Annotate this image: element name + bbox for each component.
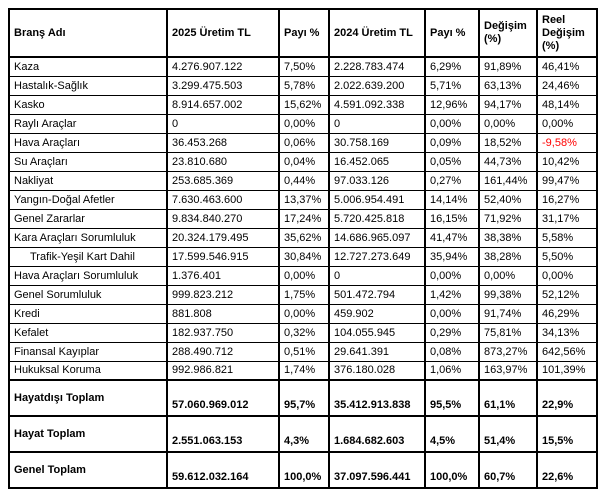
share-2025-cell: 15,62% xyxy=(279,95,329,114)
value-2025-cell: 2.551.063.153 xyxy=(167,416,279,452)
total-row xyxy=(9,416,597,452)
table-row xyxy=(9,342,597,361)
share-2024-cell: 0,00% xyxy=(425,304,479,323)
value-2025-cell: 9.834.840.270 xyxy=(167,209,279,228)
change-cell: 163,97% xyxy=(479,361,537,380)
value-2025-cell: 999.823.212 xyxy=(167,285,279,304)
value-2025-cell: 17.599.546.915 xyxy=(167,247,279,266)
change-cell: 873,27% xyxy=(479,342,537,361)
share-2025-cell: 7,50% xyxy=(279,57,329,76)
share-2024-cell: 95,5% xyxy=(425,380,479,416)
value-2024-cell: 37.097.596.441 xyxy=(329,452,425,488)
table-row xyxy=(9,152,597,171)
header-row xyxy=(9,9,597,57)
branch-name-cell: Su Araçları xyxy=(9,152,167,171)
value-2025-cell: 36.453.268 xyxy=(167,133,279,152)
share-2025-cell: 4,3% xyxy=(279,416,329,452)
real-change-cell: 642,56% xyxy=(537,342,597,361)
table-row xyxy=(9,361,597,380)
share-2025-cell: 30,84% xyxy=(279,247,329,266)
branch-name-cell: Hava Araçları xyxy=(9,133,167,152)
value-2024-cell: 104.055.945 xyxy=(329,323,425,342)
real-change-cell: 48,14% xyxy=(537,95,597,114)
share-2024-cell: 16,15% xyxy=(425,209,479,228)
value-2025-cell: 3.299.475.503 xyxy=(167,76,279,95)
share-2025-cell: 0,32% xyxy=(279,323,329,342)
share-2025-cell: 0,04% xyxy=(279,152,329,171)
real-change-cell: -9,58% xyxy=(537,133,597,152)
value-2024-cell: 2.228.783.474 xyxy=(329,57,425,76)
real-change-cell: 34,13% xyxy=(537,323,597,342)
change-cell: 18,52% xyxy=(479,133,537,152)
share-2025-cell: 100,0% xyxy=(279,452,329,488)
change-cell: 0,00% xyxy=(479,266,537,285)
real-change-cell: 24,46% xyxy=(537,76,597,95)
branch-name-cell: Finansal Kayıplar xyxy=(9,342,167,361)
share-2024-cell: 4,5% xyxy=(425,416,479,452)
branch-name-cell: Kredi xyxy=(9,304,167,323)
share-2024-cell: 14,14% xyxy=(425,190,479,209)
share-2025-cell: 0,51% xyxy=(279,342,329,361)
share-2025-cell: 0,06% xyxy=(279,133,329,152)
header-change: Değişim (%) xyxy=(479,9,537,57)
share-2025-cell: 0,44% xyxy=(279,171,329,190)
share-2024-cell: 0,05% xyxy=(425,152,479,171)
real-change-cell: 52,12% xyxy=(537,285,597,304)
value-2024-cell: 35.412.913.838 xyxy=(329,380,425,416)
production-table-container xyxy=(8,8,598,489)
table-body xyxy=(9,57,597,488)
table-row xyxy=(9,266,597,285)
real-change-cell: 16,27% xyxy=(537,190,597,209)
share-2024-cell: 0,29% xyxy=(425,323,479,342)
value-2024-cell: 1.684.682.603 xyxy=(329,416,425,452)
change-cell: 91,89% xyxy=(479,57,537,76)
real-change-cell: 101,39% xyxy=(537,361,597,380)
share-2025-cell: 0,00% xyxy=(279,114,329,133)
share-2024-cell: 6,29% xyxy=(425,57,479,76)
share-2025-cell: 1,75% xyxy=(279,285,329,304)
branch-name-cell: Kaza xyxy=(9,57,167,76)
value-2025-cell: 182.937.750 xyxy=(167,323,279,342)
header-branch-name: Branş Adı xyxy=(9,9,167,57)
table-row xyxy=(9,247,597,266)
change-cell: 161,44% xyxy=(479,171,537,190)
share-2024-cell: 0,09% xyxy=(425,133,479,152)
total-row xyxy=(9,380,597,416)
table-header xyxy=(9,9,597,57)
value-2024-cell: 12.727.273.649 xyxy=(329,247,425,266)
real-change-cell: 31,17% xyxy=(537,209,597,228)
real-change-cell: 46,41% xyxy=(537,57,597,76)
value-2025-cell: 8.914.657.002 xyxy=(167,95,279,114)
share-2025-cell: 13,37% xyxy=(279,190,329,209)
table-row xyxy=(9,133,597,152)
value-2024-cell: 30.758.169 xyxy=(329,133,425,152)
table-row xyxy=(9,171,597,190)
share-2025-cell: 1,74% xyxy=(279,361,329,380)
value-2024-cell: 29.641.391 xyxy=(329,342,425,361)
total-row xyxy=(9,452,597,488)
value-2024-cell: 14.686.965.097 xyxy=(329,228,425,247)
insurance-production-table xyxy=(8,8,598,489)
share-2024-cell: 12,96% xyxy=(425,95,479,114)
real-change-cell: 46,29% xyxy=(537,304,597,323)
share-2025-cell: 17,24% xyxy=(279,209,329,228)
change-cell: 61,1% xyxy=(479,380,537,416)
branch-name-cell: Hava Araçları Sorumluluk xyxy=(9,266,167,285)
change-cell: 44,73% xyxy=(479,152,537,171)
real-change-cell: 10,42% xyxy=(537,152,597,171)
branch-name-cell: Hastalık-Sağlık xyxy=(9,76,167,95)
share-2024-cell: 35,94% xyxy=(425,247,479,266)
change-cell: 99,38% xyxy=(479,285,537,304)
share-2024-cell: 0,00% xyxy=(425,114,479,133)
table-row xyxy=(9,323,597,342)
value-2024-cell: 97.033.126 xyxy=(329,171,425,190)
branch-name-cell: Raylı Araçlar xyxy=(9,114,167,133)
header-2025-production: 2025 Üretim TL xyxy=(167,9,279,57)
table-row xyxy=(9,76,597,95)
value-2025-cell: 20.324.179.495 xyxy=(167,228,279,247)
branch-name-cell: Genel Sorumluluk xyxy=(9,285,167,304)
share-2025-cell: 0,00% xyxy=(279,304,329,323)
change-cell: 60,7% xyxy=(479,452,537,488)
value-2025-cell: 881.808 xyxy=(167,304,279,323)
value-2024-cell: 16.452.065 xyxy=(329,152,425,171)
real-change-cell: 15,5% xyxy=(537,416,597,452)
header-2024-production: 2024 Üretim TL xyxy=(329,9,425,57)
value-2024-cell: 2.022.639.200 xyxy=(329,76,425,95)
branch-name-cell: Genel Toplam xyxy=(9,452,167,488)
share-2025-cell: 5,78% xyxy=(279,76,329,95)
real-change-cell: 22,9% xyxy=(537,380,597,416)
real-change-cell: 0,00% xyxy=(537,114,597,133)
real-change-cell: 0,00% xyxy=(537,266,597,285)
value-2025-cell: 59.612.032.164 xyxy=(167,452,279,488)
table-row xyxy=(9,190,597,209)
change-cell: 63,13% xyxy=(479,76,537,95)
value-2025-cell: 253.685.369 xyxy=(167,171,279,190)
branch-name-cell: Yangın-Doğal Afetler xyxy=(9,190,167,209)
share-2024-cell: 0,00% xyxy=(425,266,479,285)
value-2025-cell: 57.060.969.012 xyxy=(167,380,279,416)
share-2024-cell: 0,27% xyxy=(425,171,479,190)
share-2024-cell: 1,42% xyxy=(425,285,479,304)
branch-name-cell: Trafik-Yeşil Kart Dahil xyxy=(9,247,167,266)
share-2024-cell: 1,06% xyxy=(425,361,479,380)
change-cell: 0,00% xyxy=(479,114,537,133)
value-2025-cell: 23.810.680 xyxy=(167,152,279,171)
change-cell: 38,28% xyxy=(479,247,537,266)
share-2025-cell: 0,00% xyxy=(279,266,329,285)
value-2024-cell: 5.720.425.818 xyxy=(329,209,425,228)
header-2024-share: Payı % xyxy=(425,9,479,57)
value-2024-cell: 459.902 xyxy=(329,304,425,323)
table-row xyxy=(9,209,597,228)
value-2024-cell: 5.006.954.491 xyxy=(329,190,425,209)
value-2024-cell: 0 xyxy=(329,114,425,133)
value-2025-cell: 288.490.712 xyxy=(167,342,279,361)
share-2025-cell: 35,62% xyxy=(279,228,329,247)
table-row xyxy=(9,304,597,323)
value-2025-cell: 992.986.821 xyxy=(167,361,279,380)
value-2024-cell: 501.472.794 xyxy=(329,285,425,304)
value-2025-cell: 1.376.401 xyxy=(167,266,279,285)
branch-name-cell: Nakliyat xyxy=(9,171,167,190)
branch-name-cell: Genel Zararlar xyxy=(9,209,167,228)
branch-name-cell: Hukuksal Koruma xyxy=(9,361,167,380)
value-2025-cell: 7.630.463.600 xyxy=(167,190,279,209)
change-cell: 94,17% xyxy=(479,95,537,114)
branch-name-cell: Kefalet xyxy=(9,323,167,342)
change-cell: 75,81% xyxy=(479,323,537,342)
real-change-cell: 5,50% xyxy=(537,247,597,266)
header-real-change: Reel Değişim (%) xyxy=(537,9,597,57)
real-change-cell: 22,6% xyxy=(537,452,597,488)
table-row xyxy=(9,228,597,247)
branch-name-cell: Kasko xyxy=(9,95,167,114)
real-change-cell: 99,47% xyxy=(537,171,597,190)
value-2024-cell: 376.180.028 xyxy=(329,361,425,380)
value-2024-cell: 4.591.092.338 xyxy=(329,95,425,114)
change-cell: 38,38% xyxy=(479,228,537,247)
branch-name-cell: Hayat Toplam xyxy=(9,416,167,452)
share-2024-cell: 100,0% xyxy=(425,452,479,488)
change-cell: 51,4% xyxy=(479,416,537,452)
change-cell: 91,74% xyxy=(479,304,537,323)
value-2024-cell: 0 xyxy=(329,266,425,285)
share-2024-cell: 0,08% xyxy=(425,342,479,361)
value-2025-cell: 4.276.907.122 xyxy=(167,57,279,76)
share-2024-cell: 5,71% xyxy=(425,76,479,95)
header-2025-share: Payı % xyxy=(279,9,329,57)
branch-name-cell: Kara Araçları Sorumluluk xyxy=(9,228,167,247)
branch-name-cell: Hayatdışı Toplam xyxy=(9,380,167,416)
share-2024-cell: 41,47% xyxy=(425,228,479,247)
real-change-cell: 5,58% xyxy=(537,228,597,247)
table-row xyxy=(9,285,597,304)
change-cell: 71,92% xyxy=(479,209,537,228)
change-cell: 52,40% xyxy=(479,190,537,209)
value-2025-cell: 0 xyxy=(167,114,279,133)
table-row xyxy=(9,57,597,76)
share-2025-cell: 95,7% xyxy=(279,380,329,416)
table-row xyxy=(9,114,597,133)
table-row xyxy=(9,95,597,114)
